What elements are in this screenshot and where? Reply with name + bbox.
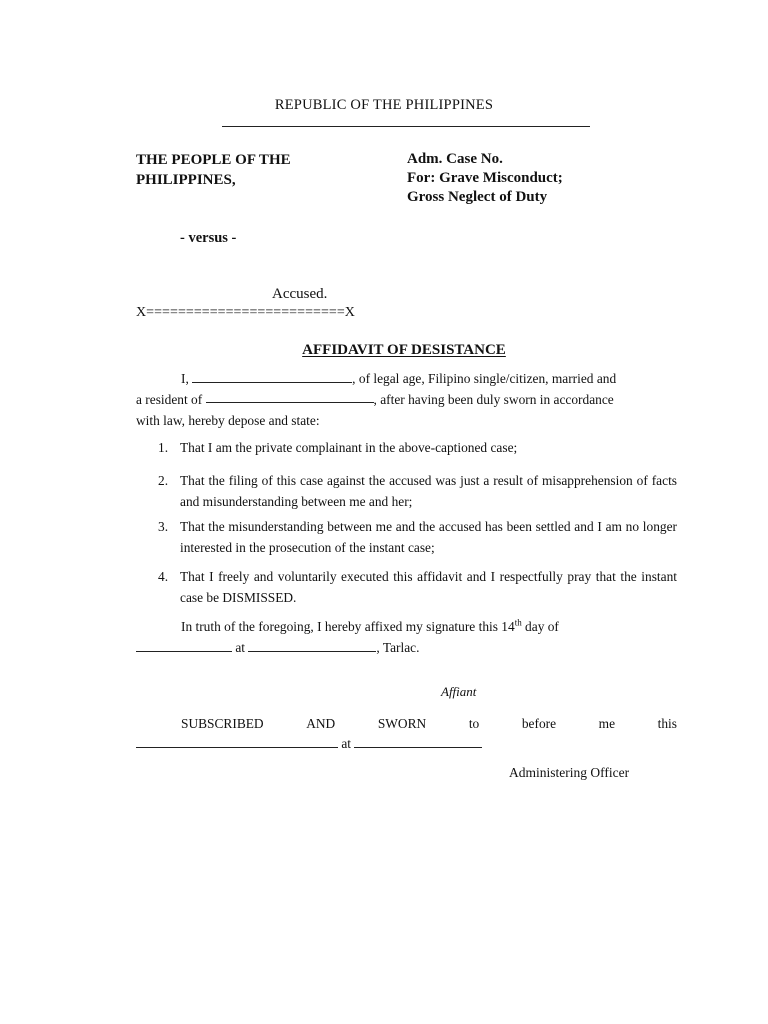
- intro-line-3: with law, hereby depose and state:: [136, 412, 320, 428]
- administering-officer-label: Administering Officer: [509, 765, 630, 780]
- document-title: AFFIDAVIT OF DESISTANCE: [302, 342, 506, 358]
- heading-rule: [222, 126, 590, 127]
- sworn-at: at: [341, 736, 352, 751]
- accused-label: Accused.: [272, 286, 328, 302]
- caption-separator: X=========================X: [136, 305, 355, 320]
- republic-heading: REPUBLIC OF THE PHILIPPINES: [274, 97, 494, 113]
- sworn-line: [136, 714, 677, 735]
- list-item-number: 1.: [158, 440, 169, 455]
- case-charge-line-2: Gross Neglect of Duty: [407, 189, 548, 205]
- truth-paragraph: [136, 617, 677, 659]
- sworn-word: SWORN: [377, 716, 427, 731]
- sworn-word: this: [657, 716, 677, 731]
- list-item-text: That I am the private complainant in the above-captioned case;: [180, 440, 518, 455]
- date-blank: [136, 735, 338, 748]
- intro-i: I,: [181, 371, 189, 386]
- list-item-number: 3.: [158, 519, 169, 534]
- truth-text: In truth of the foregoing, I hereby affixed my signature this 14: [181, 619, 515, 634]
- affiant-label: Affiant: [441, 684, 477, 699]
- case-number-label: Adm. Case No.: [407, 151, 503, 167]
- month-blank: [136, 639, 232, 652]
- intro-resident-of: a resident of: [136, 391, 203, 407]
- case-caption-parties: [136, 150, 291, 190]
- place-blank: [248, 639, 376, 652]
- sworn-word: to: [468, 716, 480, 731]
- sworn-word: SUBSCRIBED: [181, 716, 264, 731]
- name-blank: [192, 370, 352, 383]
- versus-label: - versus -: [180, 230, 237, 246]
- sworn-place-blank: [354, 735, 482, 748]
- list-item-number: 2.: [158, 473, 169, 488]
- list-item-text: That I freely and voluntarily executed this affidavit and I respectfully pray that the instant case be DISMISSED.: [180, 569, 677, 605]
- intro-part-2: , after having been duly sworn in accordance: [373, 391, 614, 407]
- list-item: [158, 471, 677, 513]
- list-item-text: That the filing of this case against the accused was just a result of misapprehension of facts and misunderstanding between me and her;: [180, 473, 677, 509]
- list-item-number: 4.: [158, 569, 169, 584]
- sworn-word: AND: [306, 716, 336, 731]
- intro-line-1: [136, 369, 677, 390]
- sworn-line-2: [136, 734, 482, 755]
- case-caption-details: [407, 150, 563, 207]
- intro-part-1: , of legal age, Filipino single/citizen, married and: [352, 371, 617, 386]
- truth-place: , Tarlac.: [376, 639, 420, 655]
- list-item: [158, 567, 677, 609]
- truth-at: at: [235, 639, 246, 655]
- case-charge-line-1: For: Grave Misconduct;: [407, 170, 563, 186]
- list-item: [158, 438, 677, 459]
- truth-day-of: day of: [521, 619, 559, 634]
- intro-paragraph: [136, 369, 677, 431]
- sworn-word: me: [598, 716, 616, 731]
- residence-blank: [206, 390, 374, 403]
- truth-line-1: [136, 617, 677, 638]
- truth-line-2: [136, 638, 677, 659]
- people-line-1: THE PEOPLE OF THE: [136, 152, 291, 168]
- list-item-text: That the misunderstanding between me and the accused has been settled and I am no longer interested in the prosecution of the instant case;: [180, 519, 677, 555]
- list-item: [158, 517, 677, 559]
- truth-ordinal: th: [514, 617, 522, 628]
- sworn-word: before: [521, 716, 557, 731]
- intro-line-2: [136, 390, 677, 411]
- people-line-2: PHILIPPINES,: [136, 172, 236, 188]
